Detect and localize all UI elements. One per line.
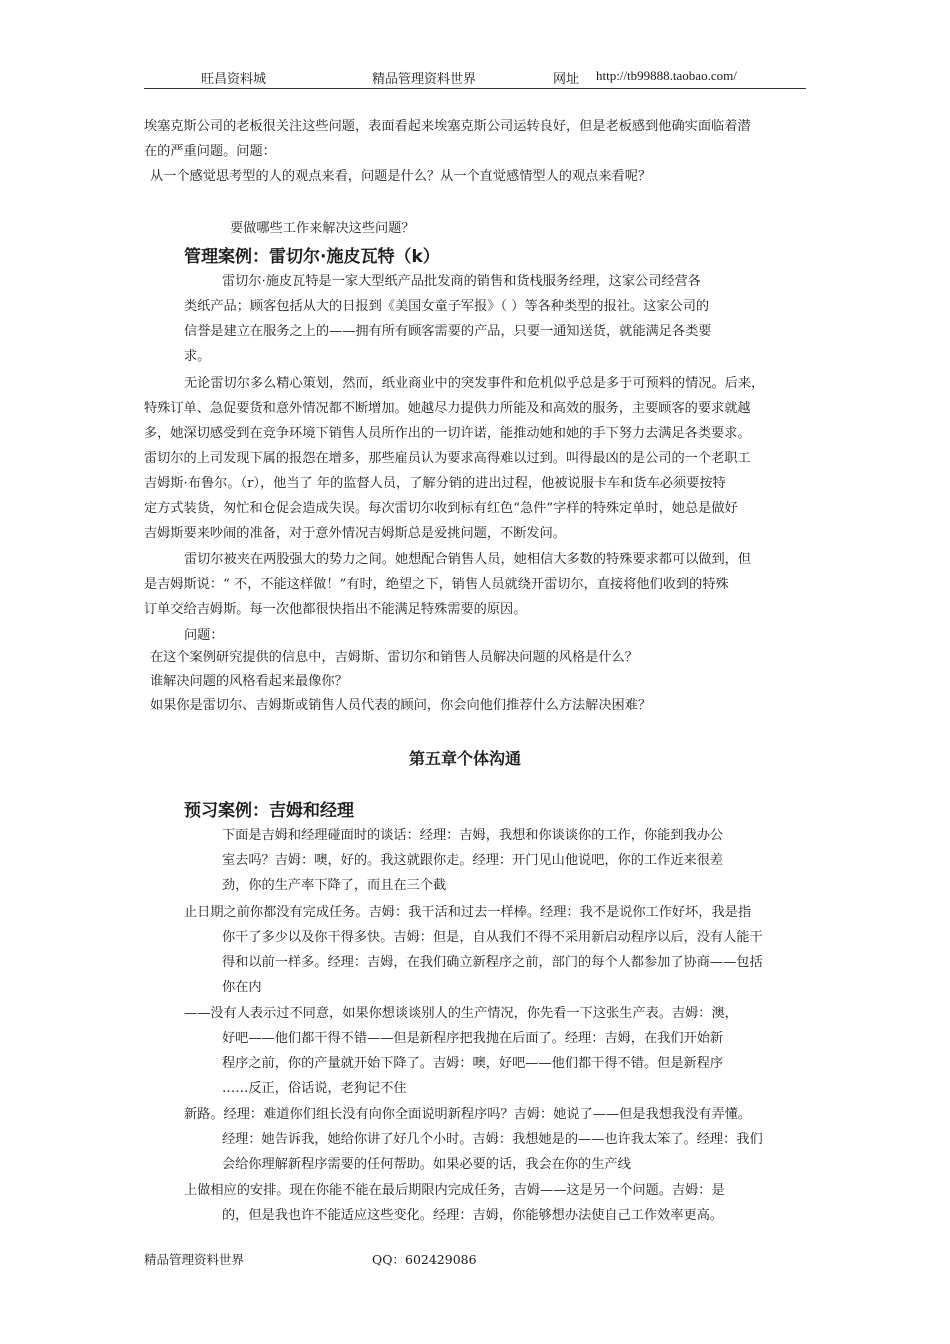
paragraph-line: 雷切尔的上司发现下属的报怨在增多，那些雇员认为要求高得难以过到。叫得最凶的是公司的一个老职工: [144, 451, 751, 466]
header-url-label: 网址: [553, 72, 580, 87]
paragraph-line: 类纸产品；顾客包括从大的日报到《美国女童子军报》（ ）等各种类型的报社。这家公司的: [184, 299, 710, 314]
dialogue-line: 的，但是我也许不能适应这些变化。经理：吉姆，你能够想办法使自己工作效率更高。: [222, 1208, 724, 1223]
dialogue-line: 下面是吉姆和经理碰面时的谈话：经理：吉姆，我想和你谈谈你的工作，你能到我办公: [222, 828, 724, 843]
dialogue-line: 上做相应的安排。现在你能不能在最后期限内完成任务，吉姆——这是另一个问题。吉姆：是: [184, 1183, 725, 1198]
paragraph-line: 雷切尔被夹在两股强大的势力之间。她想配合销售人员，她相信大多数的特殊要求都可以做到，但: [184, 552, 752, 567]
paragraph-line: 是吉姆斯说：“ 不，不能这样做！”有时，绝望之下，销售人员就绕开雷切尔，直接将他们收到的特殊: [144, 577, 729, 592]
paragraph-line: 无论雷切尔多么精心策划，然而，纸业商业中的突发事件和危机似乎总是多于可预料的情况。后来，: [184, 376, 765, 391]
intro-line: 在的严重问题。问题：: [144, 144, 276, 159]
intro-line: 埃塞克斯公司的老板很关注这些问题，表面看起来埃塞克斯公司运转良好，但是老板感到他确实面临着潜: [144, 119, 751, 134]
paragraph-line: 定方式装货，匆忙和仓促会造成失误。每次雷切尔收到标有红色“急件”字样的特殊定单时，她总是做好: [144, 501, 738, 516]
case-title: 预习案例：吉姆和经理: [184, 801, 354, 821]
dialogue-line: ——没有人表示过不同意，如果你想谈谈别人的生产情况，你先看一下这张生产表。吉姆：澳，: [184, 1006, 738, 1021]
case-title: 管理案例：雷切尔·施皮瓦特（k）: [184, 247, 440, 267]
question-item: 在这个案例研究提供的信息中，吉姆斯、雷切尔和销售人员解决问题的风格是什么？: [150, 650, 638, 665]
dialogue-line: 经理：她告诉我，她给你讲了好几个小时。吉姆：我想她是的——也许我太笨了。经理：我们: [222, 1132, 763, 1147]
header-rule: [144, 88, 806, 89]
paragraph-line: 多，她深切感受到在竞争环境下销售人员所作出的一切许诺，能推动她和她的手下努力去满足各类要求。: [144, 426, 751, 441]
footer-qq: QQ：602429086: [372, 1252, 477, 1267]
paragraph-line: 吉姆斯·布鲁尔。（r），他当了 年的监督人员，了解分销的进出过程，他被说服卡车和货车必须要按特: [144, 476, 726, 491]
dialogue-line: 程序之前，你的产量就开始下降了。吉姆：噢，好吧——他们都干得不错。但是新程序: [222, 1056, 724, 1071]
intro-question: 要做哪些工作来解决这些问题？: [230, 221, 415, 236]
paragraph-line: 雷切尔·施皮瓦特是一家大型纸产品批发商的销售和货栈服务经理，这家公司经营各: [222, 274, 701, 289]
paragraph-line: 订单交给吉姆斯。每一次他都很快指出不能满足特殊需要的原因。: [144, 602, 527, 617]
dialogue-line: 得和以前一样多。经理：吉姆，在我们确立新程序之前，部门的每个人都参加了协商——包括: [222, 955, 763, 970]
footer-left: 精品管理资料世界: [144, 1252, 245, 1267]
dialogue-line: 你在内: [222, 980, 262, 995]
dialogue-line: 会给你理解新程序需要的任何帮助。如果必要的话，我会在你的生产线: [222, 1157, 631, 1172]
dialogue-line: 室去吗？吉姆：噢，好的。我这就跟你走。经理：开门见山他说吧，你的工作近来很差: [222, 853, 724, 868]
header-middle: 精品管理资料世界: [372, 72, 477, 87]
dialogue-line: 劲，你的生产率下降了，而且在三个截: [222, 878, 447, 893]
intro-question: 从一个感觉思考型的人的观点来看，问题是什么？从一个直觉感情型人的观点来看呢？: [150, 169, 652, 184]
question-item: 如果你是雷切尔、吉姆斯或销售人员代表的顾问，你会向他们推荐什么方法解决困难？: [150, 698, 652, 713]
dialogue-line: 好吧——他们都干得不错——但是新程序把我抛在后面了。经理：吉姆，在我们开始新: [222, 1031, 724, 1046]
paragraph-line: 特殊订单、急促要货和意外情况都不断增加。她越尽力提供力所能及和高效的服务，主要顾客的要求就越: [144, 401, 751, 416]
paragraph-line: 信誉是建立在服务之上的——拥有所有顾客需要的产品，只要一通知送货，就能满足各类要: [184, 324, 712, 339]
question-item: 谁解决问题的风格看起来最像你？: [150, 674, 348, 689]
header-left: 旺昌资料城: [201, 72, 267, 87]
questions-label: 问题：: [184, 628, 224, 643]
dialogue-line: 你干了多少以及你干得多快。吉姆：但是，自从我们不得不采用新启动程序以后，没有人能干: [222, 930, 763, 945]
dialogue-line: ……反正，俗话说，老狗记不住: [222, 1081, 407, 1096]
chapter-title: 第五章个体沟通: [409, 749, 522, 768]
header-url-link[interactable]: http://tb99888.taobao.com/: [596, 68, 737, 83]
dialogue-line: 止日期之前你都没有完成任务。吉姆：我干活和过去一样棒。经理：我不是说你工作好坏，我是指: [184, 905, 752, 920]
paragraph-line: 求。: [184, 349, 211, 364]
paragraph-line: 吉姆斯要来吵闹的准备，对于意外情况吉姆斯总是爱挑问题，不断发问。: [144, 526, 566, 541]
dialogue-line: 新路。经理：难道你们组长没有向你全面说明新程序吗？吉姆：她说了——但是我想我没有弄懂。: [184, 1107, 752, 1122]
